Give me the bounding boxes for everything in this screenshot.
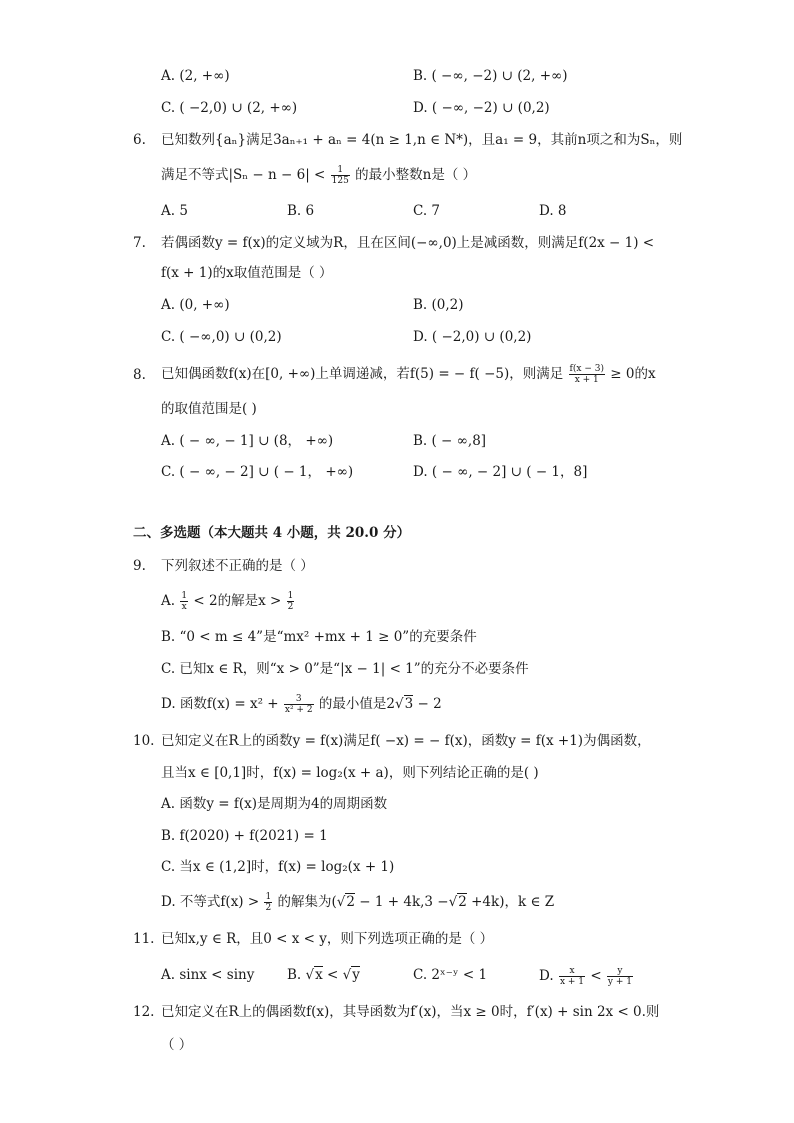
q11-b-label: B. xyxy=(287,967,302,983)
q5-option-c: C. ( −2,0) ∪ (2, +∞) xyxy=(161,100,298,116)
q9-d-frac xyxy=(284,694,314,715)
q6-frac-den: 125 xyxy=(331,176,349,186)
q9-a-frac2-num: 1 xyxy=(287,591,294,601)
q7-stem-line1: 若偶函数y = f(x)的定义域为R，且在区间(−∞,0)上是减函数，则满足f(2x − 1) < xyxy=(161,235,655,251)
q11-b-sqrt2: y xyxy=(352,967,360,983)
q11-d-label: D. xyxy=(539,968,554,984)
q9-option-c: C. 已知x ∈ R，则“x > 0”是“|x − 1| < 1”的充分不必要条件 xyxy=(161,661,529,677)
q9-d-mid: 的最小值是2 xyxy=(318,696,395,712)
q11-b-mid: < xyxy=(327,967,339,983)
q10-d-sqrt1: 2 xyxy=(346,894,355,910)
q10-d-mid1: 的解集为( xyxy=(277,894,337,910)
q10-d-frac xyxy=(264,892,272,913)
q11-number: 11. xyxy=(133,931,155,947)
q9-a-frac1-num: 1 xyxy=(181,591,188,601)
q7-option-a: A. (0, +∞) xyxy=(161,297,230,313)
q10-d-frac-den: 2 xyxy=(265,903,272,913)
q6-stem-line2-pre: 满足不等式|Sₙ − n − 6| < xyxy=(161,167,326,183)
q10-d-mid2: − 1 + 4k,3 − xyxy=(359,894,449,910)
q6-fraction xyxy=(331,165,350,186)
q10-option-c: C. 当x ∈ (1,2]时，f(x) = log₂(x + 1) xyxy=(161,859,395,875)
q12-number: 12. xyxy=(133,1004,155,1020)
q10-d-sqrt2: 2 xyxy=(458,894,467,910)
q10-option-a: A. 函数y = f(x)是周期为4的周期函数 xyxy=(161,796,388,812)
q6-frac-num: 1 xyxy=(331,165,350,176)
q11-option-a: A. sinx < siny xyxy=(161,967,255,983)
q11-d-mid: < xyxy=(590,968,602,984)
q11-b-sqrt1: x xyxy=(315,967,323,983)
q8-stem-line1-post: ≥ 0的x xyxy=(610,366,656,382)
q8-number: 8. xyxy=(133,367,146,383)
q11-d-frac2-num: y xyxy=(607,966,633,977)
q8-option-d: D. ( − ∞, − 2] ∪ ( − 1，8] xyxy=(413,464,588,480)
q6-option-d: D. 8 xyxy=(539,203,567,219)
q6-stem-line1: 已知数列{aₙ}满足3aₙ₊₁ + aₙ = 4(n ≥ 1,n ∈ N*)，且a₁ = 9，其前n项之和为Sₙ，则 xyxy=(161,132,683,148)
section-heading-multi-choice: 二、多选题（本大题共 4 小题，共 20.0 分） xyxy=(133,525,411,541)
q7-option-d: D. ( −2,0) ∪ (0,2) xyxy=(413,329,532,345)
q8-frac-num: f(x − 3) xyxy=(569,364,604,374)
q9-d-post: − 2 xyxy=(417,696,442,712)
q5-option-a: A. (2, +∞) xyxy=(161,68,230,84)
q8-stem-line2: 的取值范围是( ) xyxy=(161,401,257,417)
q9-option-b: B. “0 < m ≤ 4”是“mx² +mx + 1 ≥ 0”的充要条件 xyxy=(161,629,477,645)
q9-d-pre: D. 函数f(x) = x² + xyxy=(161,696,279,712)
q11-option-c: C. 2ˣ⁻ʸ < 1 xyxy=(413,967,488,983)
q8-frac-den: x + 1 xyxy=(574,375,599,385)
q9-option-a xyxy=(161,591,295,612)
q10-number: 10. xyxy=(133,733,155,749)
q8-fraction xyxy=(569,364,605,385)
q9-d-sqrt: 3 xyxy=(404,696,414,712)
q10-stem-line1: 已知定义在R上的函数y = f(x)满足f( −x) = − f(x)，函数y = f(x +1)为偶函数， xyxy=(161,733,651,749)
q9-a-frac1 xyxy=(180,591,188,612)
q11-d-frac1 xyxy=(559,966,585,987)
q10-d-frac-num: 1 xyxy=(265,892,272,902)
q6-number: 6. xyxy=(133,132,146,148)
q10-stem-line2: 且当x ∈ [0,1]时，f(x) = log₂(x + a)，则下列结论正确的是( ) xyxy=(161,765,539,781)
q9-d-frac-den: x² + 2 xyxy=(284,705,313,715)
q7-option-b: B. (0,2) xyxy=(413,297,464,313)
q8-option-b: B. ( − ∞,8] xyxy=(413,433,487,449)
q6-stem-line2 xyxy=(161,165,476,186)
q6-option-b: B. 6 xyxy=(287,203,315,219)
q11-d-frac1-den: x + 1 xyxy=(559,977,585,987)
q7-number: 7. xyxy=(133,235,146,251)
q9-option-d: D. 函数f(x) = x² + $\frac{3}{\text{x² + 2}}$ 的最小值是2√3 − 2 xyxy=(161,694,442,715)
q6-option-c: C. 7 xyxy=(413,203,441,219)
q11-stem: 已知x,y ∈ R，且0 < x < y，则下列选项正确的是（ ） xyxy=(161,931,494,947)
q11-d-frac2-den: y + 1 xyxy=(607,977,632,987)
q8-stem-line1-pre: 已知偶函数f(x)在[0, +∞)上单调递减，若f(5) = − f( −5)，则满足 xyxy=(161,366,564,382)
q5-option-b: B. ( −∞, −2) ∪ (2, +∞) xyxy=(413,68,568,84)
q9-a-label: A. xyxy=(161,593,176,609)
q11-d-frac1-num: x xyxy=(559,966,585,977)
q12-stem-line2: （ ） xyxy=(161,1037,193,1053)
q10-option-d: D. 不等式f(x) > $\frac{1}{2}$ 的解集为(√2 − 1 + 4k,3 −√2 +4k)，k ∈ Z xyxy=(161,892,555,913)
q9-stem: 下列叙述不正确的是（ ） xyxy=(161,558,314,574)
q10-option-b: B. f(2020) + f(2021) = 1 xyxy=(161,828,328,844)
q11-option-b: B. √x < √y xyxy=(287,967,360,983)
q5-option-d: D. ( −∞, −2) ∪ (0,2) xyxy=(413,100,550,116)
q6-stem-line2-post: 的最小整数n是（ ） xyxy=(355,167,477,183)
q9-d-frac-num: 3 xyxy=(284,694,314,705)
q7-option-c: C. ( −∞,0) ∪ (0,2) xyxy=(161,329,282,345)
q8-option-a: A. ( − ∞, − 1] ∪ (8， +∞) xyxy=(161,433,334,449)
q8-stem-line1 xyxy=(161,364,656,385)
q9-a-mid: < 2的解是x > xyxy=(193,593,282,609)
q10-d-pre: D. 不等式f(x) > xyxy=(161,894,260,910)
q11-option-d xyxy=(539,966,634,987)
q11-d-frac2 xyxy=(607,966,633,987)
q10-d-post: +4k)，k ∈ Z xyxy=(471,894,555,910)
q9-a-frac2-den: 2 xyxy=(287,602,294,612)
q12-stem-line1: 已知定义在R上的偶函数f(x)，其导函数为f′(x)，当x ≥ 0时，f′(x) + sin 2x < 0.则 xyxy=(161,1004,660,1020)
q8-option-c: C. ( − ∞, − 2] ∪ ( − 1， +∞) xyxy=(161,464,354,480)
q9-number: 9. xyxy=(133,558,146,574)
q6-option-a: A. 5 xyxy=(161,203,188,219)
q9-a-frac2 xyxy=(287,591,295,612)
q7-stem-line2: f(x + 1)的x取值范围是（ ） xyxy=(161,265,333,281)
q9-a-frac1-den: x xyxy=(181,602,187,612)
